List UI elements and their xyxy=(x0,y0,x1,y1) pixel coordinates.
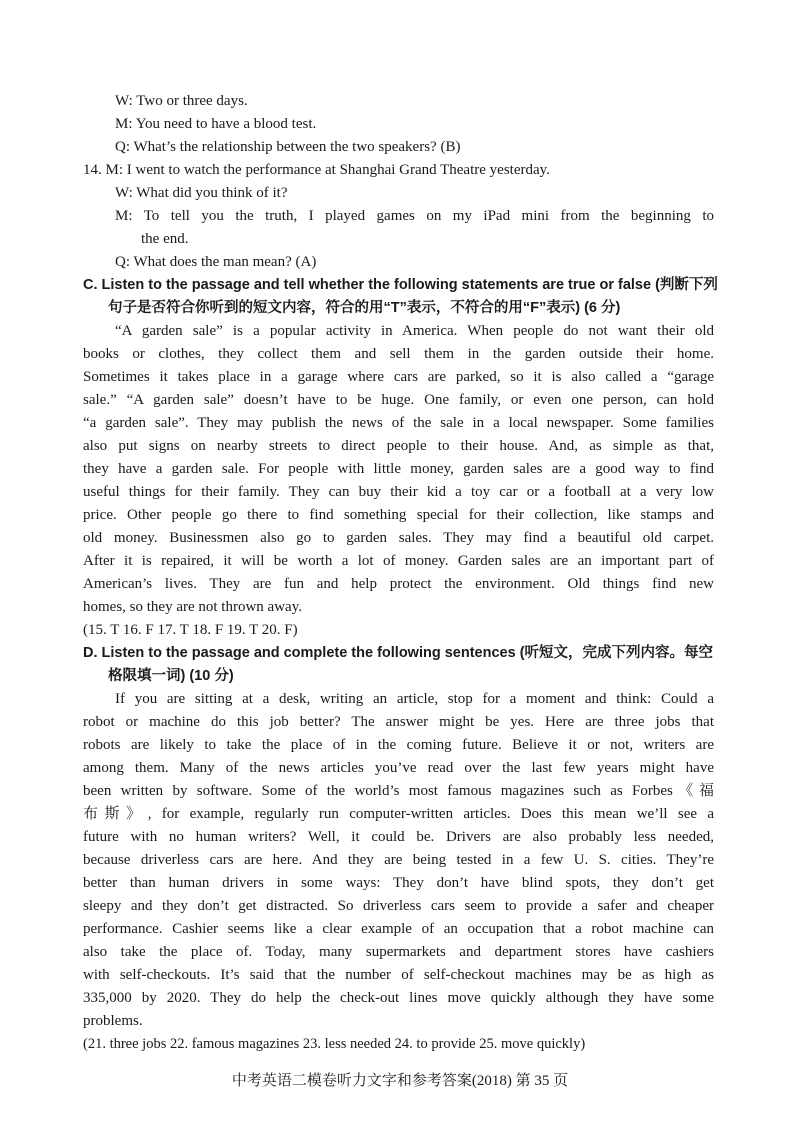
passage-line: with self-checkouts. It’s said that the number of self-checkout machines may be as high as xyxy=(83,967,714,983)
dialogue-14-woman: W: What did you think of it? xyxy=(115,185,288,201)
passage-line: better than human drivers in some ways: They don’t have blind spots, they don’t get xyxy=(83,875,714,891)
passage-line: “A garden sale” is a popular activity in America. When people do not want their old xyxy=(115,323,714,339)
dialogue-13-man: M: You need to have a blood test. xyxy=(115,116,317,132)
passage-line: because driverless cars are here. And they are being tested in a few U. S. cities. They’re xyxy=(83,852,714,868)
passage-line: If you are sitting at a desk, writing an article, stop for a moment and think: Could a xyxy=(115,691,714,707)
passage-line: they have a garden sale. For people with little money, garden sales are a good way to find xyxy=(83,461,714,477)
section-c-heading: C. Listen to the passage and tell whether the following statements are true or false (判断下列 xyxy=(83,277,718,293)
dialogue-14-question: Q: What does the man mean? (A) xyxy=(115,254,317,270)
passage-line: 335,000 by 2020. They do help the check-out lines move quickly although they have some xyxy=(83,990,714,1006)
dialogue-14-man-2-cont: the end. xyxy=(141,231,189,247)
passage-line: After it is repaired, it will be worth a lot of money. Garden sales are an important part of xyxy=(83,553,714,569)
passage-line: sale.” “A garden sale” doesn’t have to be huge. One family, or even one person, can hold xyxy=(83,392,714,408)
passage-line: homes, so they are not thrown away. xyxy=(83,599,302,615)
passage-line: price. Other people go there to find something special for their collection, like stamps and xyxy=(83,507,714,523)
passage-line: future with no human writers? Well, it could be. Drivers are also probably less needed, xyxy=(83,829,714,845)
passage-line: also put signs on nearby streets to direct people to their house. And, as simple as that, xyxy=(83,438,714,454)
dialogue-13-question: Q: What’s the relationship between the two speakers? (B) xyxy=(115,139,461,155)
passage-line: also take the place of. Today, many supermarkets and department stores have cashiers xyxy=(83,944,714,960)
passage-line: robot or machine do this job better? The answer might be yes. Here are three jobs that xyxy=(83,714,714,730)
passage-line: American’s lives. They are fun and help protect the environment. Old things find new xyxy=(83,576,714,592)
passage-line: Sometimes it takes place in a garage where cars are parked, so it is also called a “garage xyxy=(83,369,714,385)
passage-line: books or clothes, they collect them and sell them in the garden outside their home. xyxy=(83,346,714,362)
passage-line: been written by software. Some of the world’s most famous magazines such as Forbes《福 xyxy=(83,783,714,799)
passage-line: useful things for their family. They can buy their kid a toy car or a football at a very low xyxy=(83,484,714,500)
section-c-heading-cont: 句子是否符合你听到的短文内容，符合的用“T”表示，不符合的用“F”表示) (6 分) xyxy=(108,300,621,316)
passage-line: performance. Cashier seems like a clear example of an occupation that a robot machine can xyxy=(83,921,714,937)
passage-line: “a garden sale”. They may publish the news of the sale in a local newspaper. Some families xyxy=(83,415,714,431)
passage-line: robots are likely to take the place of in the coming future. Believe it or not, writers are xyxy=(83,737,714,753)
passage-line: sleepy and they don’t get distracted. So driverless cars seem to provide a safer and cheaper xyxy=(83,898,714,914)
dialogue-14-man-1: 14. M: I went to watch the performance at Shanghai Grand Theatre yesterday. xyxy=(83,162,550,178)
section-c-answers: (15. T 16. F 17. T 18. F 19. T 20. F) xyxy=(83,622,298,638)
section-d-heading: D. Listen to the passage and complete the following sentences (听短文，完成下列内容。每空 xyxy=(83,645,714,661)
passage-line: 布斯》, for example, regularly run computer-written articles. Does this mean we’ll see a xyxy=(83,806,714,822)
section-d-heading-cont: 格限填一词) (10 分) xyxy=(108,668,234,684)
dialogue-14-man-2: M: To tell you the truth, I played games on my iPad mini from the beginning to xyxy=(115,208,714,224)
passage-line: among them. Many of the news articles you’ve read over the last few years might have xyxy=(83,760,714,776)
section-d-answers: (21. three jobs 22. famous magazines 23. less needed 24. to provide 25. move quickly) xyxy=(83,1036,586,1052)
passage-line: problems. xyxy=(83,1013,143,1029)
page-footer: 中考英语二模卷听力文字和参考答案(2018) 第 35 页 xyxy=(231,1073,569,1089)
dialogue-13-woman: W: Two or three days. xyxy=(115,93,248,109)
passage-line: old money. Businessmen also go to garden sales. They may find a beautiful old carpet. xyxy=(83,530,714,546)
